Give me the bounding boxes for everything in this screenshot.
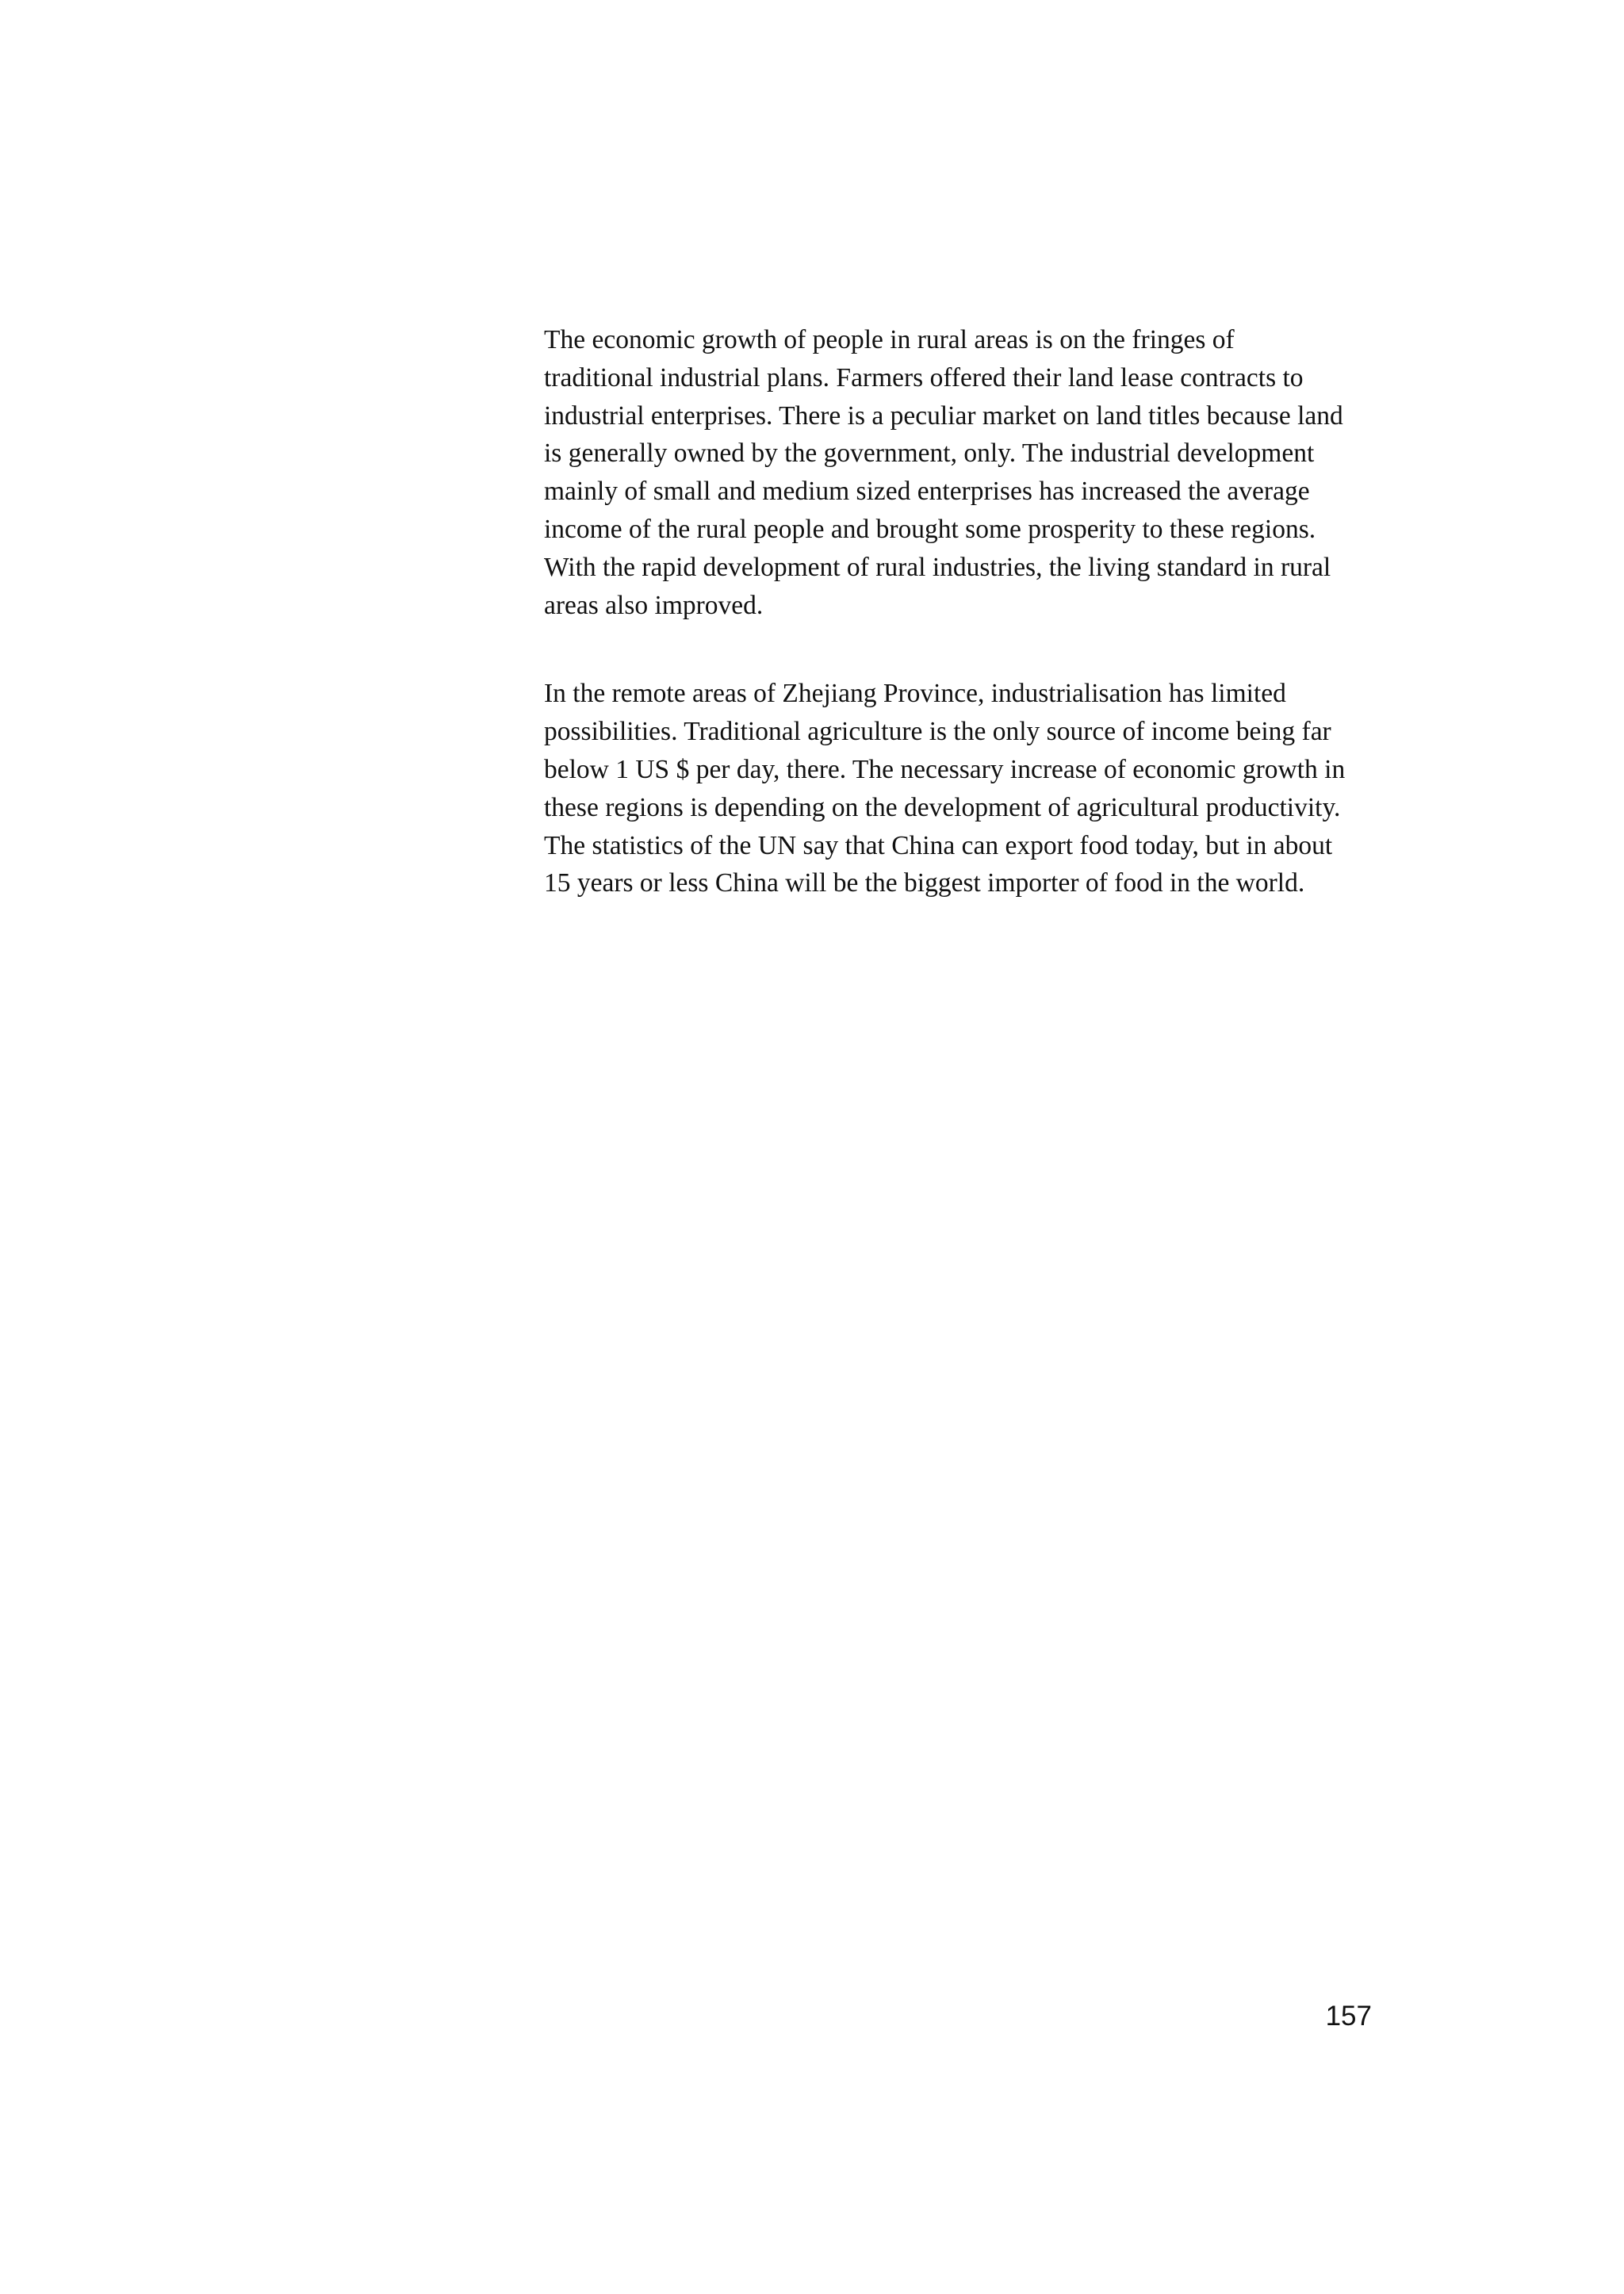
paragraph-zhejiang-remote-areas: In the remote areas of Zhejiang Province, industrialisation has limited possibilities. Traditional agriculture is the only source of income being far below 1 US $ per day, there. The necessary increase of economic growth in these regions is depending on the development of agricultural productivity. The statistics of the UN say that China can export food today, but in about 15 years or less China will be the biggest importer of food in the world. (544, 679, 1346, 898)
page-number: 157 (1325, 2001, 1372, 2032)
body-text (544, 321, 1385, 902)
paragraph-rural-growth: The economic growth of people in rural areas is on the fringes of traditional industrial plans. Farmers offered their land lease contracts to industrial enterprises. There is a peculiar market on land titles because land is generally owned by the government, only. The industrial development mainly of small and medium sized enterprises has increased the average income of the rural people and brought some prosperity to these regions. With the rapid development of rural industries, the living standard in rural areas also improved. (544, 325, 1343, 620)
